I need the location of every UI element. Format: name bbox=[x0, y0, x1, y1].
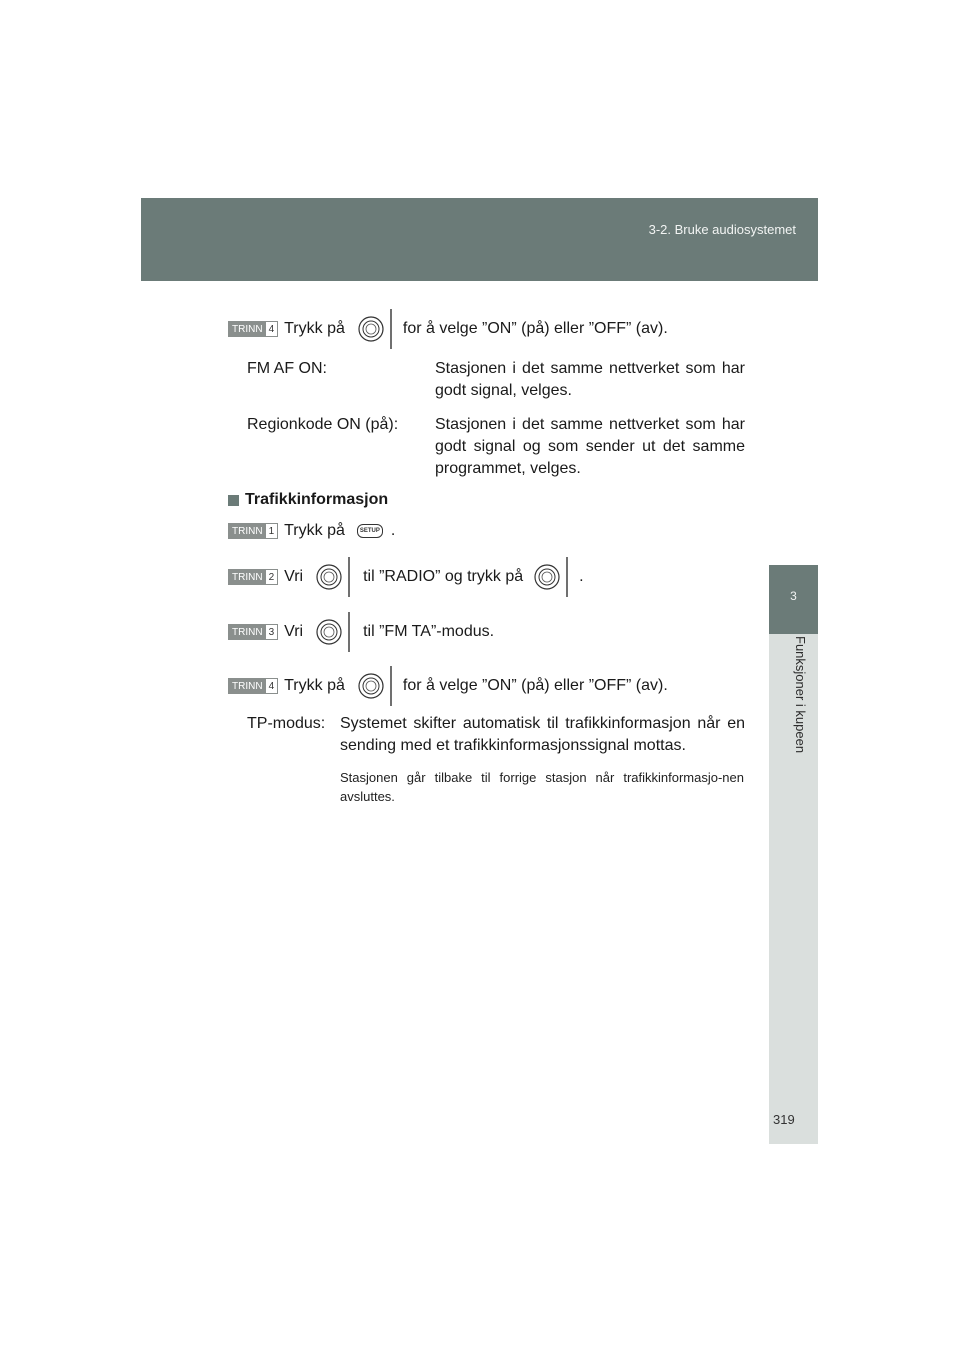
step-text-before: Trykk på bbox=[284, 677, 345, 694]
page-number: 319 bbox=[773, 1112, 795, 1127]
chapter-number: 3 bbox=[790, 589, 797, 603]
step-4 bbox=[228, 675, 668, 697]
step-text-after: . bbox=[390, 522, 396, 539]
step-text-middle: til ”RADIO” og trykk på bbox=[363, 568, 524, 585]
step-text-after: for å velge ”ON” (på) eller ”OFF” (av). bbox=[402, 320, 668, 337]
step-text-after: til ”FM TA”-modus. bbox=[363, 623, 495, 640]
note-text: Stasjonen går tilbake til forrige stasjon når trafikkinformasjo-nen avsluttes. bbox=[340, 770, 744, 804]
section-title: 3-2. Bruke audiosystemet bbox=[648, 222, 796, 237]
square-bullet-icon bbox=[228, 495, 239, 506]
definition-term: Regionkode ON (på): bbox=[247, 416, 399, 433]
knob-icon bbox=[315, 555, 353, 599]
setup-button-icon: SETUP bbox=[357, 524, 383, 538]
chapter-label: Funksjoner i kupeen bbox=[793, 636, 808, 754]
step-3 bbox=[228, 621, 494, 643]
step-text-before: Vri bbox=[284, 623, 304, 640]
step-text-before: Trykk på bbox=[284, 522, 345, 539]
knob-icon bbox=[357, 307, 395, 351]
definition-term: FM AF ON: bbox=[247, 360, 327, 377]
definition-tp-modus bbox=[247, 713, 745, 757]
chapter-label-tab bbox=[769, 634, 818, 1144]
definition-desc: Systemet skifter automatisk til trafikkinformasjon når en sending med et trafikkinformasjonssignal mottas. bbox=[340, 715, 745, 754]
step-text-before: Vri bbox=[284, 568, 304, 585]
knob-icon bbox=[533, 555, 571, 599]
step-4-top bbox=[228, 318, 668, 340]
step-text-before: Trykk på bbox=[284, 320, 345, 337]
step-badge: TRINN 1 bbox=[228, 523, 278, 539]
definition-desc: Stasjonen i det samme nettverket som har godt signal og som sender ut det samme programmet, velges. bbox=[435, 416, 745, 477]
definition-desc: Stasjonen i det samme nettverket som har godt signal, velges. bbox=[435, 360, 745, 399]
step-1 bbox=[228, 520, 395, 542]
step-2 bbox=[228, 566, 584, 588]
section-heading: Trafikkinformasjon bbox=[228, 491, 388, 509]
definition-regionkode bbox=[247, 414, 745, 480]
step-text-after: . bbox=[579, 568, 584, 585]
chapter-tab bbox=[769, 565, 818, 634]
knob-icon bbox=[315, 610, 353, 654]
step-badge: TRINN 3 bbox=[228, 624, 278, 640]
section-header-bar bbox=[141, 198, 818, 281]
step-badge: TRINN 4 bbox=[228, 678, 278, 694]
knob-icon bbox=[357, 664, 395, 708]
step-badge: TRINN 4 bbox=[228, 321, 278, 337]
step-badge: TRINN 2 bbox=[228, 569, 278, 585]
definition-fm-af-on bbox=[247, 358, 745, 402]
step-text-after: for å velge ”ON” (på) eller ”OFF” (av). bbox=[402, 677, 668, 694]
definition-term: TP-modus: bbox=[247, 715, 326, 732]
